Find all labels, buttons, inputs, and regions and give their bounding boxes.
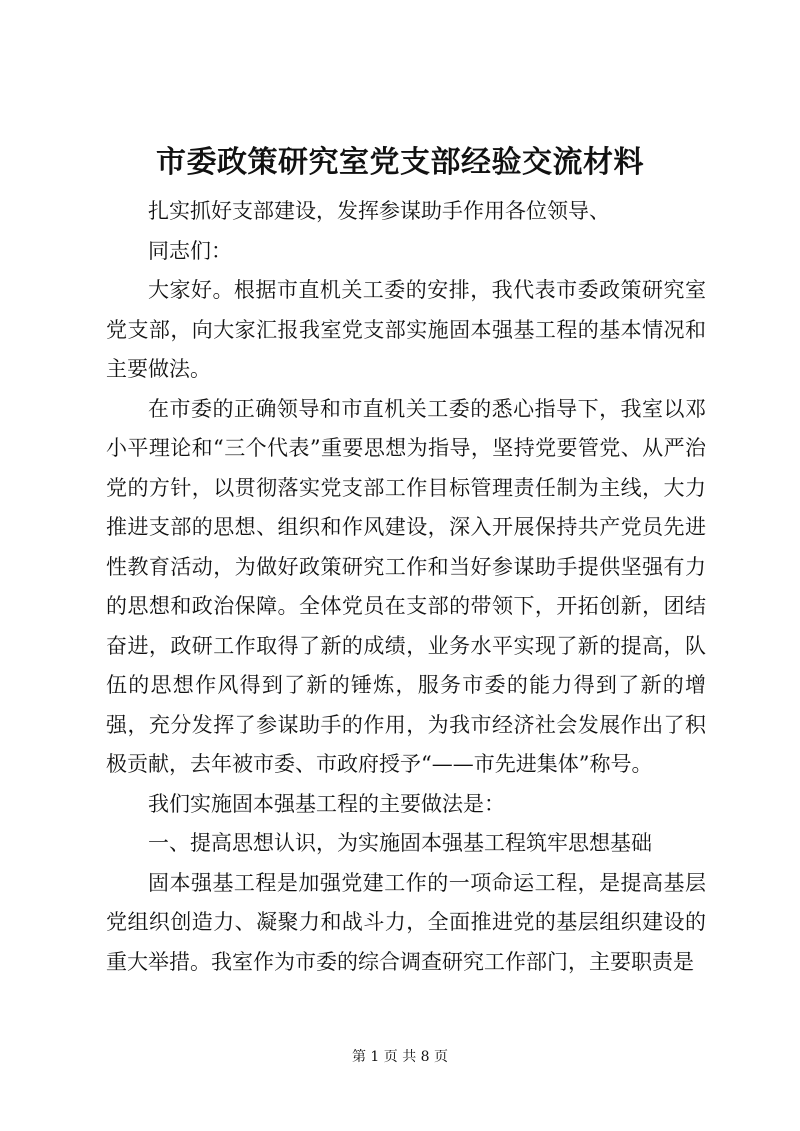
section-heading-1: 一、提高思想认识，为实施固本强基工程筑牢思想基础 — [148, 831, 652, 855]
paragraph-overview: 在市委的正确领导和市直机关工委的悉心指导下，我室以邓小平理论和“三个代表”重要思想为指导，坚持党要管党、从严治党的方针，以贯彻落实党支部工作目标管理责任制为主线，大力推进支部的思想、组织和作风建设，深入开展保持共产党员先进性教育活动，为做好政策研究工作和当好参谋助手提供坚强有力的思想和政治保障。全体党员在支部的带领下，开拓创新，团结奋进，政研工作取得了新的成绩，业务水平实现了新的提高，队伍的思想作风得到了新的锤炼，服务市委的能力得到了新的增强，充分发挥了参谋助手的作用，为我市经济社会发展作出了积极贡献，去年被市委、市政府授予“——市先进集体”称号。 — [106, 396, 706, 776]
document-title: 市委政策研究室党支部经验交流材料 — [156, 145, 644, 180]
paragraph-section-1: 固本强基工程是加强党建工作的一项命运工程，是提高基层党组织创造力、凝聚力和战斗力，全面推进党的基层组织建设的重大举措。我室作为市委的综合调查研究工作部门，主要职责是 — [106, 870, 706, 974]
paragraph-subtitle: 扎实抓好支部建设，发挥参谋助手作用各位领导、 — [148, 199, 610, 223]
page-number-footer: 第 1 页 共 8 页 — [351, 1049, 449, 1065]
paragraph-salutation: 同志们： — [148, 238, 232, 263]
paragraph-main-practices: 我们实施固本强基工程的主要做法是： — [148, 791, 505, 816]
paragraph-intro: 大家好。根据市直机关工委的安排，我代表市委政策研究室党支部，向大家汇报我室党支部实施固本强基工程的基本情况和主要做法。 — [106, 278, 706, 381]
document-body — [106, 192, 706, 982]
